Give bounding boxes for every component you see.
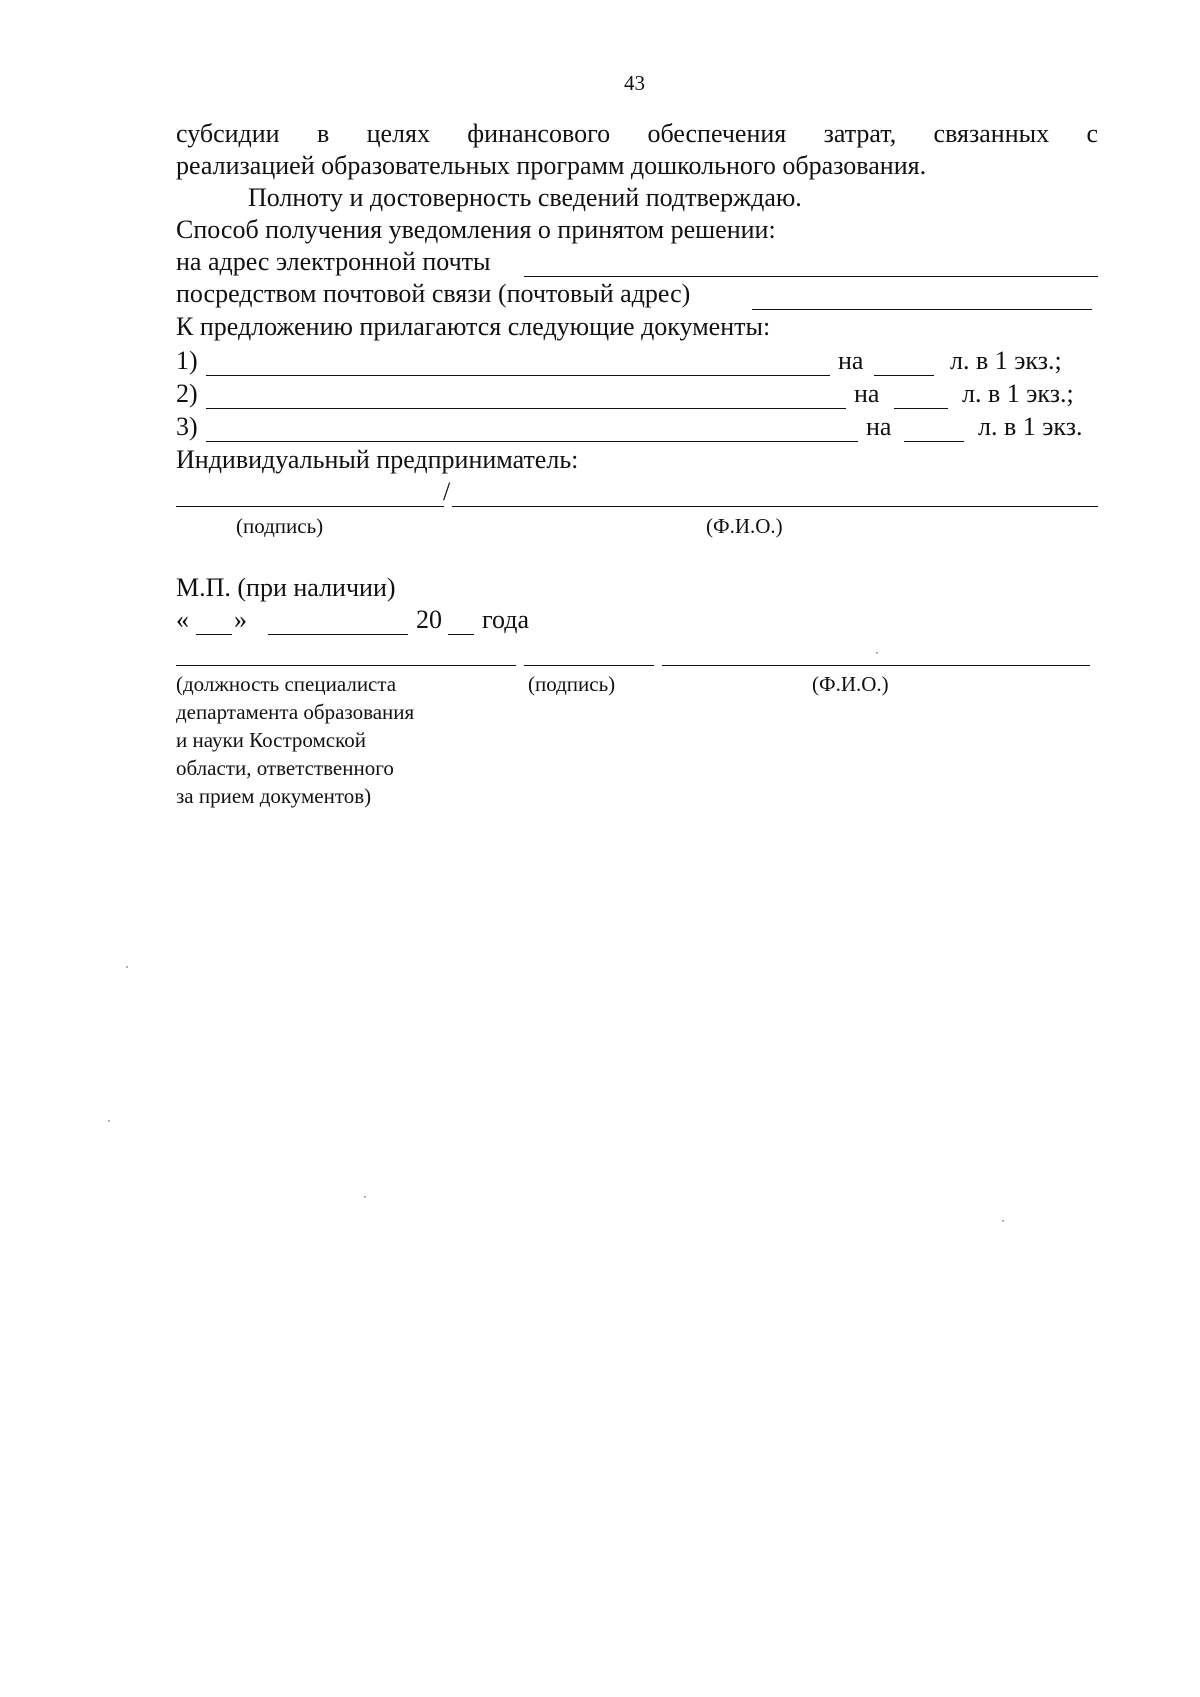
date-year-blank: [448, 634, 474, 635]
document-3-na: на: [866, 412, 892, 441]
document-2-blank-line: [206, 408, 846, 409]
postal-blank-line: [752, 309, 1092, 310]
date-month-blank: [268, 634, 408, 635]
document-2-number: 2): [176, 379, 198, 408]
word: с: [1086, 119, 1098, 148]
confirmation-text: Полноту и достоверность сведений подтверждаю.: [248, 183, 802, 212]
specialist-position-line: [176, 665, 516, 666]
specialist-signature-line: [524, 665, 654, 666]
document-2-na: на: [854, 379, 880, 408]
entrepreneur-label: Индивидуальный предприниматель:: [176, 445, 579, 474]
caption-line: и науки Костромской: [176, 728, 366, 752]
document-3-blank-line: [206, 441, 858, 442]
caption-line: (должность специалиста: [176, 672, 397, 696]
date-close-quote: »: [234, 605, 247, 634]
document-3-copies-text: л. в 1 экз.: [978, 412, 1083, 441]
date-year-prefix: 20: [416, 605, 442, 634]
document-1-pages-blank: [874, 375, 934, 376]
word: затрат,: [823, 119, 897, 148]
entrepreneur-signature-line: [176, 506, 444, 507]
document-1-na: на: [838, 346, 864, 375]
scan-speck: [1002, 1220, 1004, 1222]
word: связанных: [933, 119, 1050, 148]
word: обеспечения: [647, 119, 787, 148]
email-blank-line: [524, 276, 1098, 277]
word: субсидии: [176, 119, 280, 148]
paragraph-line-2: реализацией образовательных программ дошкольного образования.: [176, 151, 927, 180]
notification-method-title: Способ получения уведомления о принятом решении:: [176, 215, 776, 244]
caption-line: департамента образования: [176, 700, 415, 724]
document-1-blank-line: [206, 375, 830, 376]
scan-speck: [876, 652, 878, 654]
entrepreneur-name-line: [452, 506, 1098, 507]
scan-speck: [364, 1196, 366, 1198]
stamp-label: М.П. (при наличии): [176, 573, 396, 602]
document-2-copies-text: л. в 1 экз.;: [962, 379, 1074, 408]
document-2-pages-blank: [894, 408, 948, 409]
specialist-fio-caption: (Ф.И.О.): [812, 672, 889, 696]
specialist-name-line: [662, 665, 1090, 666]
specialist-position-caption: [176, 670, 414, 810]
signature-caption: (подпись): [236, 514, 324, 538]
date-year-suffix: года: [482, 605, 530, 634]
page-number: 43: [624, 71, 645, 95]
email-label: на адрес электронной почты: [176, 247, 491, 276]
paragraph-line-1: [176, 118, 1098, 150]
specialist-signature-caption: (подпись): [528, 672, 616, 696]
document-3-pages-blank: [904, 441, 964, 442]
signature-slash: /: [443, 477, 451, 506]
caption-line: за прием документов): [176, 784, 372, 808]
date-day-blank: [196, 634, 232, 635]
postal-label: посредством почтовой связи (почтовый адрес): [176, 279, 691, 308]
caption-line: области, ответственного: [176, 756, 394, 780]
scan-speck: [126, 966, 128, 968]
word: финансового: [467, 119, 611, 148]
word: целях: [366, 119, 430, 148]
documents-title: К предложению прилагаются следующие документы:: [176, 312, 771, 341]
scan-speck: [108, 1120, 110, 1122]
document-3-number: 3): [176, 412, 198, 441]
word: в: [316, 119, 330, 148]
date-open-quote: «: [176, 605, 189, 634]
document-1-copies-text: л. в 1 экз.;: [950, 346, 1062, 375]
fio-caption: (Ф.И.О.): [706, 514, 783, 538]
document-1-number: 1): [176, 346, 198, 375]
